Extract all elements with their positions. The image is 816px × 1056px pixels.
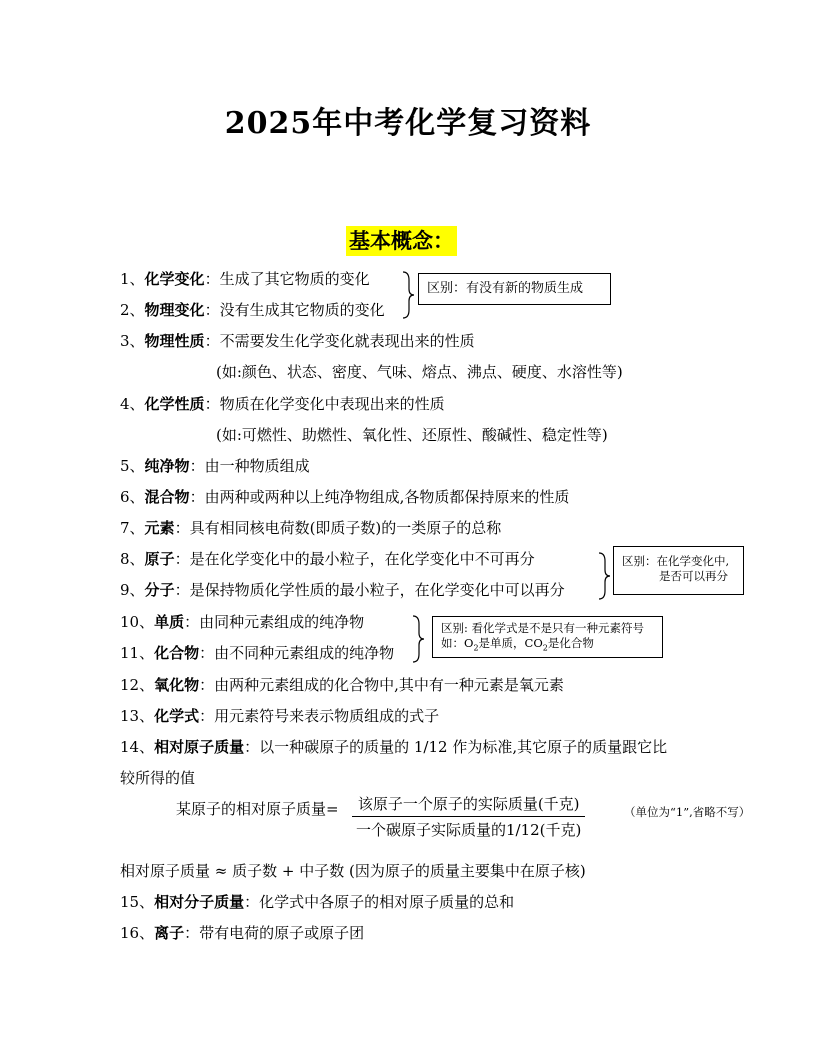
item-examples: (如:可燃性、助燃性、氧化性、还原性、酸碱性、稳定性等): [216, 426, 608, 444]
item-number: 8、: [120, 550, 145, 568]
list-item: [120, 549, 535, 569]
section-heading: 基本概念：: [346, 226, 457, 256]
item-definition: ：带有电荷的原子或原子团: [184, 924, 365, 942]
note-element-difference: [432, 616, 663, 658]
list-item: [120, 269, 370, 289]
item-definition: ：物质在化学变化中表现出来的性质: [204, 395, 445, 413]
item-number: 2、: [120, 301, 145, 319]
item-definition: ：不需要发生化学变化就表现出来的性质: [204, 332, 475, 350]
document-title: 2025年中考化学复习资料: [224, 106, 592, 141]
item-term: 相对原子质量: [154, 738, 245, 756]
right-brace-icon: [596, 551, 612, 601]
item-term: 分子: [144, 581, 175, 599]
item-number: 12、: [120, 676, 155, 694]
item-term: 原子: [144, 550, 175, 568]
item-definition: ：用元素符号来表示物质组成的式子: [199, 707, 440, 725]
item-term: 化合物: [154, 644, 200, 662]
item-definition: ：以一种碳原子的质量的 1/12 作为标准,其它原子的质量跟它比: [244, 738, 668, 756]
item-continuation: 较所得的值: [120, 769, 196, 787]
note-line: 区别: 看化学式是不是只有一种元素符号: [441, 621, 645, 635]
item-number: 13、: [120, 707, 155, 725]
item-number: 5、: [120, 457, 145, 475]
item-definition: ：由一种物质组成: [189, 457, 310, 475]
item-term: 氧化物: [154, 676, 200, 694]
item-term: 化学式: [154, 707, 200, 725]
list-item: [120, 643, 394, 663]
item-number: 10、: [120, 613, 155, 631]
item-definition: ：由两种元素组成的化合物中,其中有一种元素是氧元素: [199, 676, 564, 694]
item-number: 3、: [120, 332, 145, 350]
item-number: 4、: [120, 395, 145, 413]
formula-lhs: 某原子的相对原子质量=: [176, 800, 339, 818]
note-particle-difference: [613, 546, 744, 595]
item-definition: ：是保持物质化学性质的最小粒子，在化学变化中可以再分: [174, 581, 565, 599]
item-number: 1、: [120, 270, 145, 288]
list-item: [120, 456, 310, 476]
list-item: [120, 580, 565, 600]
list-item: [120, 394, 445, 414]
item-definition: ：是在化学变化中的最小粒子，在化学变化中不可再分: [174, 550, 535, 568]
item-definition: ：由同种元素组成的纯净物: [184, 613, 365, 631]
list-item: [120, 923, 364, 943]
item-number: 7、: [120, 519, 145, 537]
list-item: [120, 737, 667, 757]
list-item: [120, 892, 514, 912]
item-term: 混合物: [144, 488, 190, 506]
item-term: 化学性质: [144, 395, 205, 413]
note-line: 是否可以再分: [659, 569, 728, 583]
note-line: 如：$O_2$是单质，$CO_2$是化合物: [441, 636, 594, 653]
list-item: [120, 612, 364, 632]
item-definition: ：具有相同核电荷数(即质子数)的一类原子的总称: [174, 519, 502, 537]
formula-fraction: [352, 793, 585, 840]
right-brace-icon: [410, 614, 426, 664]
note-change-difference: 区别：有没有新的物质生成: [418, 273, 611, 305]
item-definition: ：生成了其它物质的变化: [204, 270, 370, 288]
approximation-line: 相对原子质量 ≈ 质子数 + 中子数 (因为原子的质量主要集中在原子核): [120, 862, 586, 880]
item-term: 化学变化: [144, 270, 205, 288]
item-term: 元素: [144, 519, 175, 537]
formula-numerator: 该原子一个原子的实际质量(千克): [357, 795, 580, 813]
item-term: 离子: [154, 924, 185, 942]
item-definition: ：化学式中各原子的相对原子质量的总和: [244, 893, 515, 911]
list-item: [120, 706, 439, 726]
list-item: [120, 487, 569, 507]
item-term: 相对分子质量: [154, 893, 245, 911]
item-examples: (如:颜色、状态、密度、气味、熔点、沸点、硬度、水溶性等): [216, 363, 623, 381]
list-item: [120, 675, 564, 695]
list-item: [120, 518, 501, 538]
item-term: 物理变化: [144, 301, 205, 319]
item-number: 15、: [120, 893, 155, 911]
item-term: 纯净物: [144, 457, 190, 475]
item-term: 单质: [154, 613, 185, 631]
list-item: [120, 331, 475, 351]
item-number: 14、: [120, 738, 155, 756]
item-definition: ：没有生成其它物质的变化: [204, 301, 385, 319]
item-number: 11、: [120, 644, 155, 662]
formula-denominator: 一个碳原子实际质量的1/12(千克): [356, 821, 582, 839]
formula-unit-note: （单位为“1”,省略不写）: [624, 805, 751, 819]
item-term: 物理性质: [144, 332, 205, 350]
right-brace-icon: [400, 270, 416, 320]
note-line: 区别：在化学变化中,: [622, 554, 730, 568]
item-definition: ：由两种或两种以上纯净物组成,各物质都保持原来的性质: [189, 488, 570, 506]
item-number: 9、: [120, 581, 145, 599]
item-definition: ：由不同种元素组成的纯净物: [199, 644, 395, 662]
item-number: 16、: [120, 924, 155, 942]
list-item: [120, 300, 385, 320]
item-number: 6、: [120, 488, 145, 506]
